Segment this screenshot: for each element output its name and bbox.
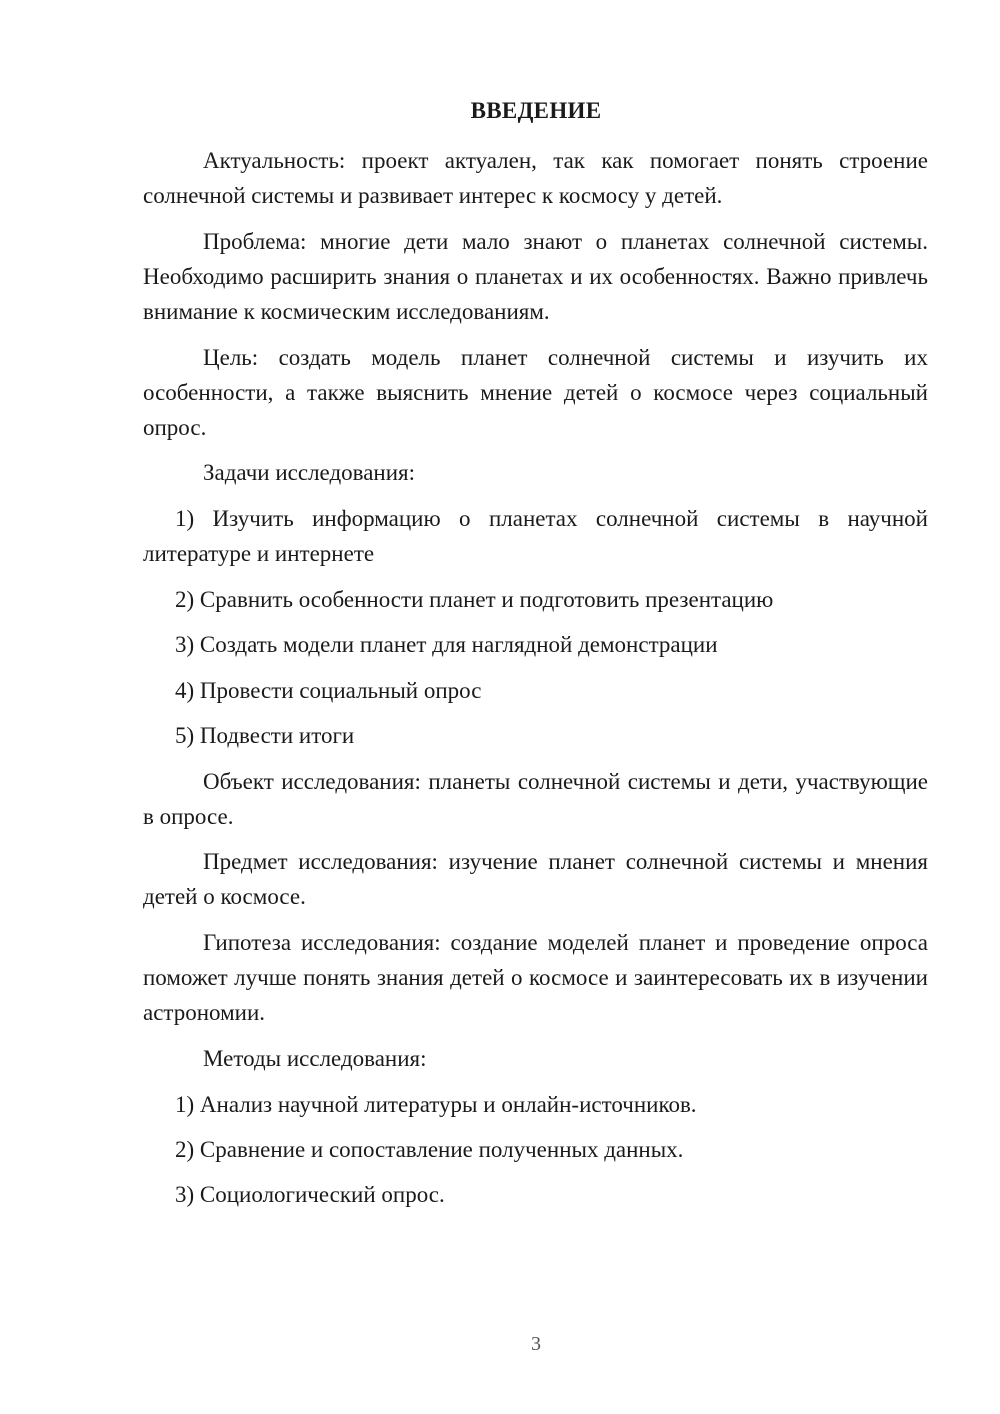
tasks-title: Задачи исследования:	[203, 460, 416, 485]
problem-paragraph: Проблема: многие дети мало знают о планетах солнечной системы. Необходимо расширить знания о планетах и их особенностях. Важно привлечь внимание к космическим исследованиям.	[143, 229, 928, 324]
method-item: 2) Сравнение и сопоставление полученных данных.	[175, 1137, 684, 1162]
task-item: 3) Создать модели планет для наглядной демонстрации	[175, 632, 718, 657]
task-item: 2) Сравнить особенности планет и подготовить презентацию	[175, 587, 774, 612]
section-heading: ВВЕДЕНИЕ	[470, 98, 602, 123]
method-item: 3) Социологический опрос.	[175, 1182, 445, 1207]
methods-title: Методы исследования:	[203, 1046, 427, 1071]
relevance-paragraph: Актуальность: проект актуален, так как помогает понять строение солнечной системы и развивает интерес к космосу у детей.	[143, 148, 928, 208]
page-number: 3	[531, 1333, 541, 1355]
method-item: 1) Анализ научной литературы и онлайн-источников.	[175, 1092, 697, 1117]
task-item: 5) Подвести итоги	[175, 723, 355, 748]
subject-paragraph: Предмет исследования: изучение планет солнечной системы и мнения детей о космосе.	[143, 849, 928, 909]
goal-paragraph: Цель: создать модель планет солнечной системы и изучить их особенности, а также выяснить мнение детей о космосе через социальный опрос.	[143, 345, 928, 440]
task-item: 4) Провести социальный опрос	[175, 678, 482, 703]
object-paragraph: Объект исследования: планеты солнечной системы и дети, участвующие в опросе.	[143, 769, 928, 829]
hypothesis-paragraph: Гипотеза исследования: создание моделей планет и проведение опроса поможет лучше понять знания детей о космосе и заинтересовать их в изучении астрономии.	[143, 930, 928, 1025]
task-item: 1) Изучить информацию о планетах солнечной системы в научной литературе и интернете	[143, 506, 928, 566]
